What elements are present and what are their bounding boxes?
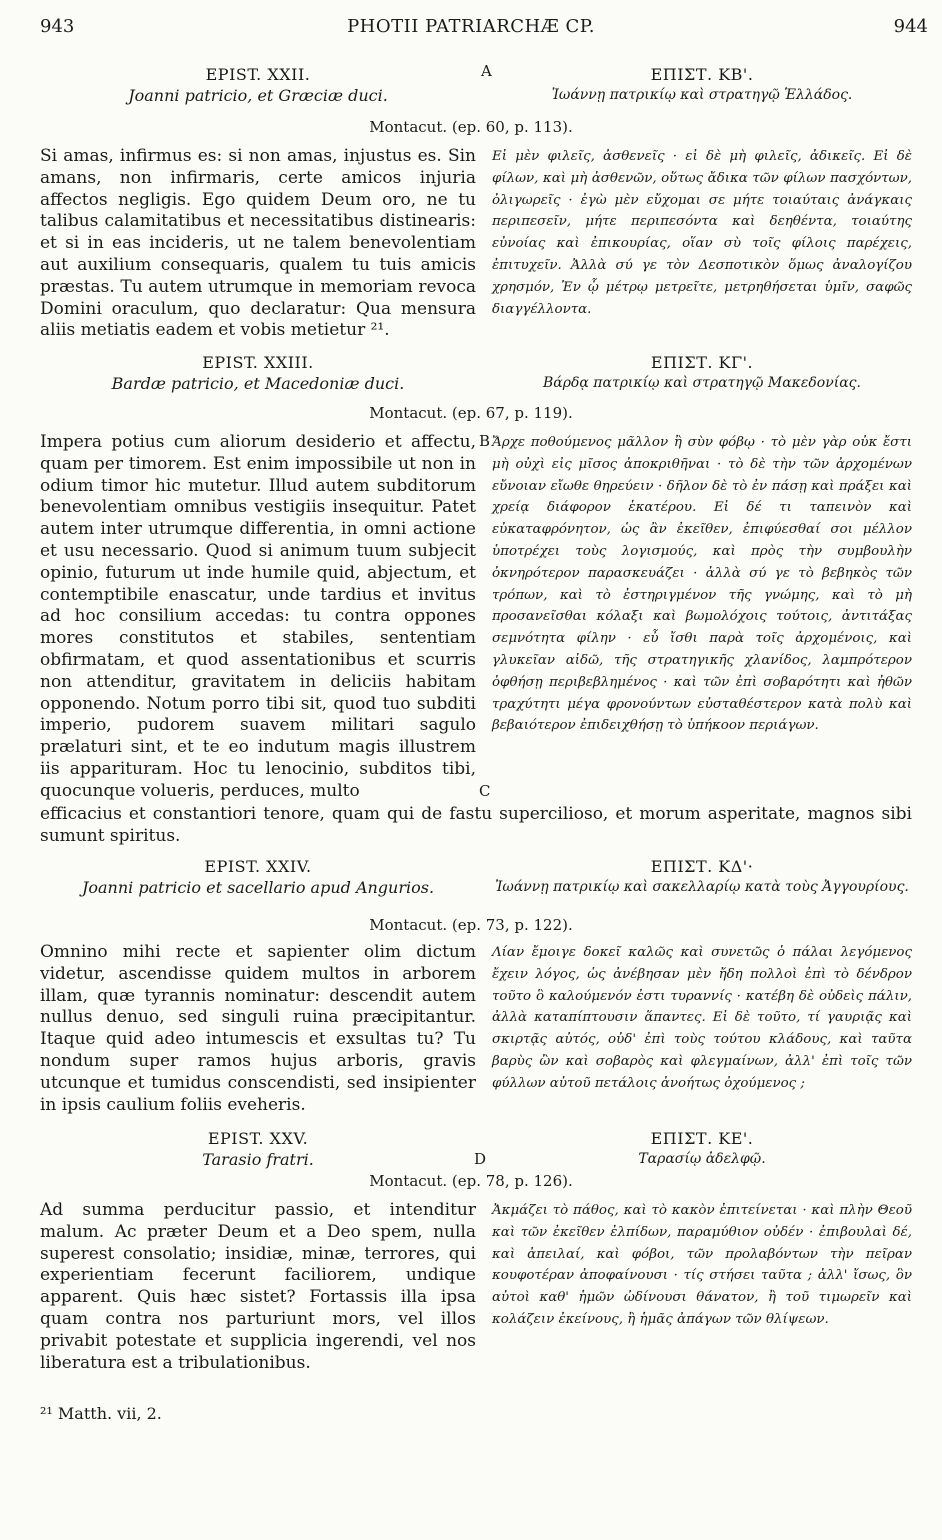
- page-number-right: 944: [893, 16, 928, 37]
- letter-25-greek-heading: [492, 1128, 912, 1170]
- letter-22-latin-title: EPIST. XXII.: [205, 65, 311, 84]
- letter-25-greek-text: Ἀκμάζει τὸ πάθος, καὶ τὸ κακὸν ἐπιτείνεται · καὶ πλὴν Θεοῦ καὶ τῶν ἐκεῖθεν ἐλπίδων, παραμύθιον οὐδέν · ἐπιβουλαὶ δέ, καὶ ἀπειλαί, καὶ φόβοι, τῶν προλαβόντων τὴν πεῖραν κουφοτέραν ἀποφαίνουσι · τίς στήσει ταῦτα ; ἀλλ' ἴσως, ὃν αὐτοὶ καθ' ἡμῶν ὠδίνουσι θάνατον, ἢ τοῦ τιμωρεῖν καὶ κολάζειν ἐκείνους, ἢ ἡμᾶς ἀπάγων τῶν θλίψεων.: [492, 1203, 912, 1327]
- letter-22-latin-heading: [40, 64, 476, 106]
- letter-25-greek-addressee: Ταρασίῳ ἀδελφῷ.: [638, 1151, 766, 1167]
- letter-24-greek-addressee: Ἰωάννῃ πατρικίῳ καὶ σακελλαρίῳ κατὰ τοὺς Ἀγγουρίους.: [495, 879, 909, 895]
- margin-letter-d: D: [474, 1150, 487, 1168]
- margin-letter-c: C: [479, 782, 491, 800]
- letter-23-latin-continuation: efficacius et constantiori tenore, quam qui de fastu supercilioso, et morum asperitate, magnos sibi sumunt spiritus.: [40, 804, 912, 846]
- letter-23-source: Montacut. (ep. 67, p. 119).: [369, 404, 573, 422]
- letter-25-latin-text: Ad summa perducitur passio, et intenditur malum. Ac præter Deum et a Deo spem, nulla superest consolatio; insidiæ, minæ, terrores, qui experientiam fecerunt faciliorem, undique apparent. Quis hæc sistet? Fortassis illa ipsa quam contra nos parturiunt mors, vel illos privabit potestate et supplicia ingerendi, vel nos liberatura est a tribulationibus.: [40, 1200, 476, 1373]
- letter-23-greek-addressee: Βάρδᾳ πατρικίῳ καὶ στρατηγῷ Μακεδονίας.: [543, 375, 861, 391]
- letter-22-greek-text: Εἰ μὲν φιλεῖς, ἀσθενεῖς · εἰ δὲ μὴ φιλεῖς, ἀδικεῖς. Εἰ δὲ φίλων, καὶ μὴ ἀσθενῶν, οὕτως ἄδικα τῶν φίλων πασχόντων, ὀλιγωρεῖς · ἐγὼ μὲν εὔχομαι σε μήτε τοιαύταις ἀνάγκαις περιπεσεῖν, μήτε περιπεσόντα καὶ δεηθέντα, τοιαύτης εὐνοίας καὶ ἐπικουρίας, οἵαν σὺ τοῖς φίλοις παρέχεις, ἐπιτυχεῖν. Ἀλλὰ σύ γε τὸν Δεσποτικὸν ὅμως ἀναλογίζου χρησμόν, Ἐν ᾧ μέτρῳ μετρεῖτε, μετρηθήσεται ὑμῖν, σαφῶς διαγγέλλοντα.: [492, 149, 912, 317]
- letter-23-greek-heading: [492, 352, 912, 394]
- letter-25-latin-title: EPIST. XXV.: [207, 1129, 309, 1148]
- letter-24-latin-heading: [40, 856, 476, 898]
- footnote: ²¹ Matth. vii, 2.: [40, 1404, 162, 1423]
- letter-25-greek-title: ΕΠΙΣΤ. ΚΕ'.: [650, 1129, 754, 1148]
- letter-22-greek-heading: [492, 64, 912, 106]
- letter-24-latin-title: EPIST. XXIV.: [204, 857, 312, 876]
- letter-22-source: Montacut. (ep. 60, p. 113).: [369, 118, 573, 136]
- letter-24-source: Montacut. (ep. 73, p. 122).: [369, 916, 573, 934]
- letter-23-latin-addressee: Bardæ patricio, et Macedoniæ duci.: [111, 374, 405, 393]
- page-number-left: 943: [40, 16, 75, 37]
- letter-24-greek-text: Λίαν ἔμοιγε δοκεῖ καλῶς καὶ συνετῶς ὁ πάλαι λεγόμενος ἔχειν λόγος, ὡς ἀνέβησαν μὲν ἤδη πολλοὶ ἐπὶ τὸ δένδρον τοῦτο ὃ καλούμενόν ἐστι τυραννίς · κατέβη δὲ οὐδεὶς πάλιν, ἀλλὰ καταπίπτουσιν ἅπαντες. Εἰ δὲ τοῦτο, τί γαυριᾷς καὶ σκιρτᾷς αὐτός, οὐδ' ἐπὶ τοὺς τούτου κλάδους, καὶ ταῦτα βαρὺς ὢν καὶ σοβαρὸς καὶ φλεγμαίνων, ἀλλ' ἐπὶ τοῖς τῶν φύλλων αὐτοῦ πετάλοις ἀνοήτως ὀχούμενος ;: [492, 945, 912, 1091]
- letter-25-source: Montacut. (ep. 78, p. 126).: [369, 1172, 573, 1190]
- margin-letter-b: B: [479, 432, 491, 450]
- letter-24-latin-text: Omnino mihi recte et sapienter olim dictum videtur, ascendisse quidem multos in arborem illam, quæ tyrannis nominatur: descendit autem nullus denuo, sed singuli ruina præcipitantur. Itaque quid adeo intumescis et exsultas tu? Tu nondum super ramos hujus arboris, gravis utcunque et tumidus conscendisti, sed insipienter in ipsis caulium foliis eveheris.: [40, 942, 476, 1115]
- letter-24-greek-heading: [492, 856, 912, 898]
- letter-25-latin-addressee: Tarasio fratri.: [202, 1150, 314, 1169]
- letter-24-greek-title: ΕΠΙΣΤ. ΚΔ'·: [650, 857, 754, 876]
- letter-23-latin-text: Impera potius cum aliorum desiderio et affectu, quam per timorem. Est enim impossibile ut non in odium timor hic mutetur. Illud autem subditorum benevolentiam omnibus vestigiis insequitur. Patet autem inter utrumque differentia, in omni actione et usu necessario. Quod si animum tuum subjecit opinio, futurum ut inde humile quid, abjectum, et contemptibile enascatur, unde tardius et invitus ad hoc consilium accedas: tu contra oppones mores constitutos et stabiles, sententiam obfirmatam, et quod assentationibus et scurris non attenditur, gravitatem in deliciis habitam opponendo. Notum porro tibi sit, quod tuo subditi imperio, pudorem suavem militari sagulo prælaturi sint, et te eo indutum magis illustrem iis apparituram. Hoc tu lenocinio, subditos tibi, quocunque volueris, perduces, multo: [40, 432, 476, 801]
- running-title: PHOTII PATRIARCHÆ CP.: [347, 16, 595, 37]
- letter-22-latin-text: Si amas, infirmus es: si non amas, injustus es. Sin amans, non infirmaris, certe amicos injuria affectos negligis. Ego quidem Deum oro, ne tu talibus calamitatibus et necessitatibus distinearis: et si in eas incideris, ut ne talem benevolentiam aut auxilium consequaris, qualem tu tuis amicis præstas. Tu autem utrumque in memoriam revoca Domini oraculum, quo declaratur: Qua mensura aliis metiatis eadem et vobis metietur ²¹.: [40, 146, 476, 341]
- margin-letter-a: A: [481, 62, 492, 80]
- letter-23-greek-text: Ἄρχε ποθούμενος μᾶλλον ἢ σὺν φόβῳ · τὸ μὲν γὰρ οὐκ ἔστι μὴ οὐχὶ εἰς μῖσος ἀποκριθῆναι · τὸ δὲ τὴν τῶν ἀρχομένων εὔνοιαν εἴωθε θηρεύειν · δῆλον δὲ τὸ ἐν πάσῃ καὶ πράξει καὶ χρείᾳ διάφορον ἑκατέρου. Εἰ δέ τι ταπεινὸν καὶ εὐκαταφρόνητον, ὡς ἂν ἐκεῖθεν, ἐπιφύεσθαί σοι μέλλον ὑποτρέχει τοὺς λογισμούς, καὶ πρὸς τὴν συμβουλὴν ὀκνηρότερον παρασκευάζει · ἀλλὰ σύ γε τὸ βεβηκὸς τῶν τρόπων, καὶ τὸ ἐστηριγμένον τῆς γνώμης, καὶ τὸ μὴ προσανεῖσθαι κόλαξι καὶ βωμολόχοις τούτοις, ἀντιτάξας σεμνότητα φίλην · εὖ ἴσθι παρὰ τοῖς ἀρχομένοις, καὶ γλυκεῖαν αἰδῶ, τῆς στρατηγικῆς χλανίδος, λαμπρότερον ὀφθήσῃ περιβεβλημένος · καὶ τῶν ἐπὶ σοβαρότητι καὶ ἠθῶν τραχύτητι μέγα φρονούντων εὐσταθέστερον κατὰ πολὺ καὶ βεβαιότερον ἐπιδειχθήσῃ τὸ ὑπήκοον περιάγων.: [492, 435, 912, 734]
- letter-23-latin-title: EPIST. XXIII.: [202, 353, 314, 372]
- letter-23-latin-heading: [40, 352, 476, 394]
- letter-22-greek-title: ΕΠΙΣΤ. ΚΒ'.: [650, 65, 754, 84]
- letter-22-latin-addressee: Joanni patricio, et Græciæ duci.: [128, 86, 388, 105]
- letter-24-latin-addressee: Joanni patricio et sacellario apud Angurios.: [81, 878, 435, 897]
- letter-23-greek-title: ΕΠΙΣΤ. ΚΓ'.: [650, 353, 754, 372]
- letter-22-greek-addressee: Ἰωάννῃ πατρικίῳ καὶ στρατηγῷ Ἑλλάδος.: [551, 87, 853, 103]
- letter-25-latin-heading: [40, 1128, 476, 1170]
